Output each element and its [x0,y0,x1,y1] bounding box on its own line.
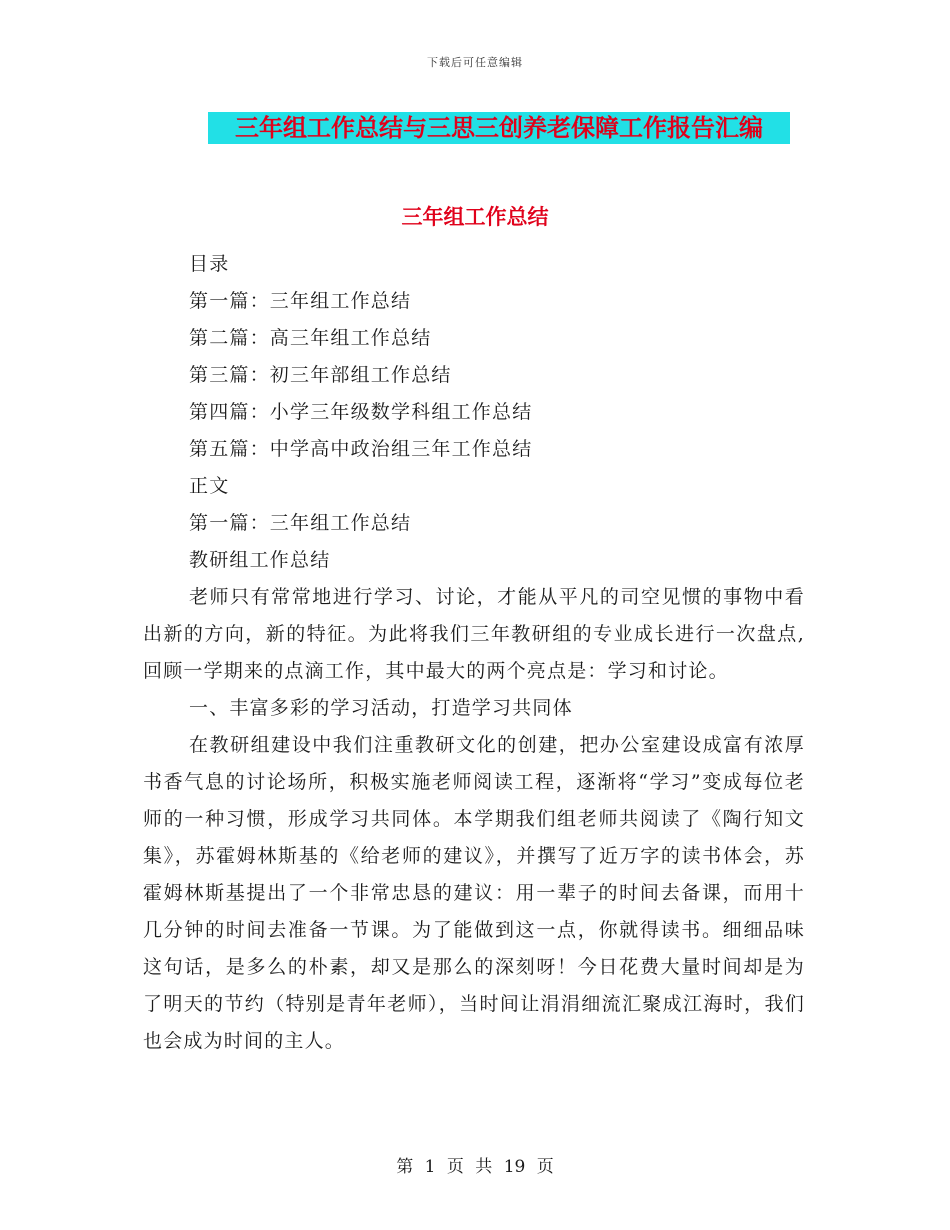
toc-item: 第五篇：中学高中政治组三年工作总结 [189,438,533,460]
toc-item: 第一篇：三年组工作总结 [189,290,412,312]
section-heading: 教研组工作总结 [189,549,331,571]
toc-item: 第二篇：高三年组工作总结 [189,327,432,349]
subheading: 一、丰富多彩的学习活动，打造学习共同体 [189,697,573,719]
document-content [143,246,805,1060]
document-main-title: 三年组工作总结与三思三创养老保障工作报告汇编 [208,112,790,144]
toc-item: 第三篇：初三年部组工作总结 [189,364,452,386]
chapter-title: 第一篇：三年组工作总结 [189,512,412,534]
body-heading: 正文 [189,475,230,497]
header-note: 下载后可任意编辑 [427,56,523,69]
page-number: 第 1 页 共 19 页 [396,1157,554,1177]
toc-heading: 目录 [189,253,230,275]
body-paragraph: 在教研组建设中我们注重教研文化的创建，把办公室建设成富有浓厚书香气息的讨论场所，积极实施老师阅读工程，逐渐将“学习”变成每位老师的一种习惯，形成学习共同体。本学期我们组老师共阅读了《陶行知文集》，苏霍姆林斯基的《给老师的建议》，并撰写了近万字的读书体会，苏霍姆林斯基提出了一个非常忠恳的建议：用一辈子的时间去备课，而用十几分钟的时间去准备一节课。为了能做到这一点，你就得读书。细细品味这句话，是多么的朴素，却又是那么的深刻呀！今日花费大量时间却是为了明天的节约（特别是青年老师），当时间让涓涓细流汇聚成江海时，我们也会成为时间的主人。 [143,734,805,1052]
toc-item: 第四篇：小学三年级数学科组工作总结 [189,401,533,423]
section-title: 三年组工作总结 [401,205,549,229]
body-paragraph: 老师只有常常地进行学习、讨论，才能从平凡的司空见惯的事物中看出新的方向，新的特征。为此将我们三年教研组的专业成长进行一次盘点,回顾一学期来的点滴工作，其中最大的两个亮点是：学习和讨论。 [143,586,805,682]
